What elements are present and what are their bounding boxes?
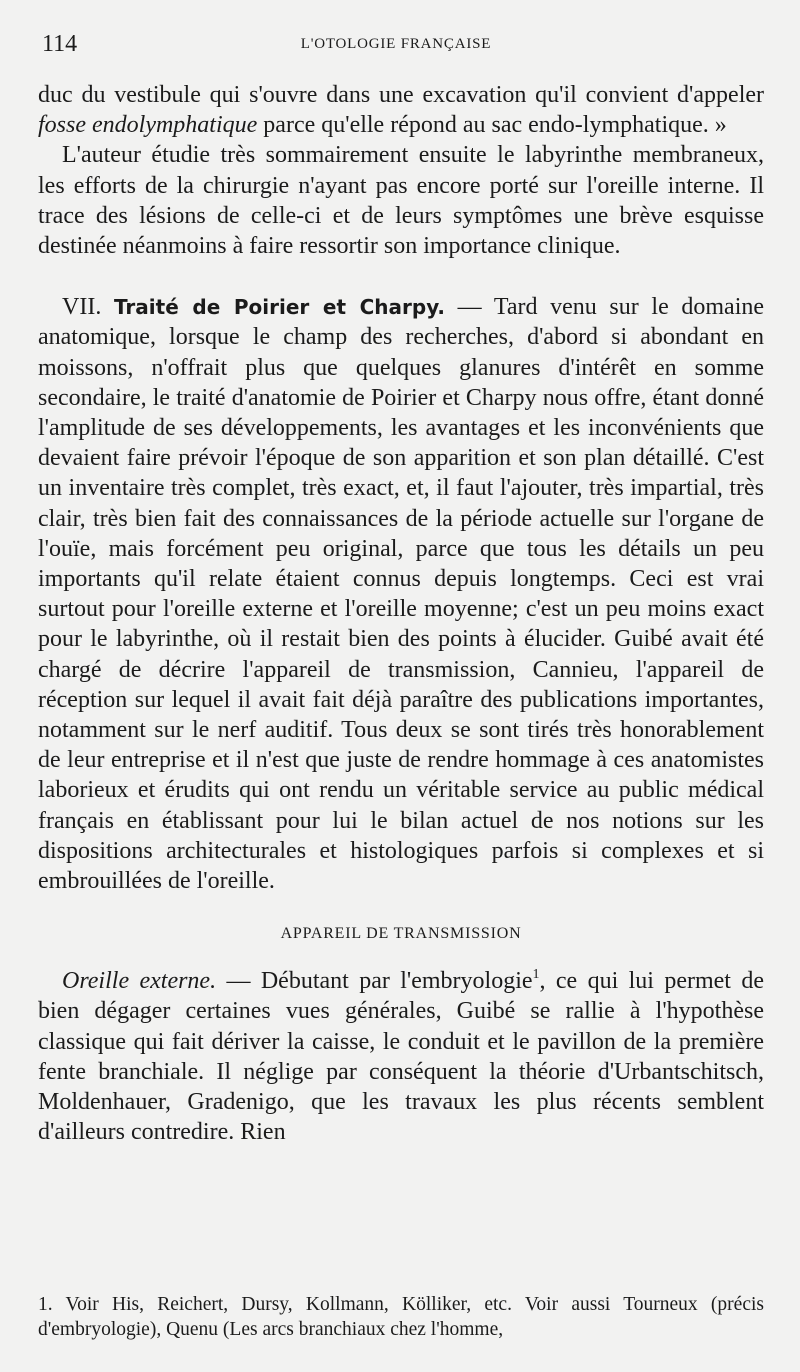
running-title: L'OTOLOGIE FRANÇAISE [300, 36, 492, 52]
section-title: Traité de Poirier et Charpy. [113, 295, 445, 320]
section-heading: APPAREIL DE TRANSMISSION [280, 925, 522, 943]
page-content [38, 80, 764, 1148]
paragraph-external-ear [38, 966, 764, 1147]
footnote-marker: 1 [532, 967, 540, 983]
paragraph-text: duc du vestibule qui s'ouvre dans une excavation qu'il convient d'appeler [38, 82, 764, 108]
page-header [32, 28, 760, 62]
paragraph-continuation [38, 80, 764, 140]
footnote: 1. Voir His, Reichert, Dursy, Kollmann, Kölliker, etc. Voir aussi Tourneux (précis d'embryologie), Quenu (Les arcs branchiaux chez l'homme, [38, 1294, 764, 1340]
paragraph-text: parce qu'elle répond au sac endo-lymphatique. » [257, 112, 727, 139]
paragraph-text: , ce qui lui permet de bien dégager certaines vues générales, Guibé se rallie à l'hypothèse classique qui fait dériver la caisse, le conduit et le pavillon de la première fente branchiale. Il néglige par conséquent la théorie d'Urbantschitsch, Moldenhauer, Gradenigo, que les travaux les plus récents semblent d'ailleurs contredire. Rien [38, 968, 764, 1146]
section-numeral: VII. [62, 294, 102, 321]
paragraph-labyrinth: L'auteur étudie très sommairement ensuite le labyrinthe membraneux, les efforts de la chirurgie n'ayant pas encore porté sur l'oreille interne. Il trace des lésions de celle-ci et de leurs symptômes une brève esquisse destinée néanmoins à faire ressortir son importance clinique. [38, 142, 764, 260]
paragraph-text: — Débutant par l'embryologie [216, 968, 533, 995]
italic-term: fosse endolymphatique [38, 112, 258, 139]
subsection-title: Oreille externe. [62, 968, 217, 995]
paragraph-poirier-charpy [38, 292, 764, 896]
paragraph-text: — Tard venu sur le domaine anatomique, lorsque le champ des recherches, d'abord si abondant en moissons, n'offrait plus que quelques glanures d'intérêt en somme secondaire, le traité d'anatomie de Poirier et Charpy nous offre, étant donné l'amplitude de ses développements, les avantages et les inconvénients que devaient faire prévoir l'époque de son apparition et son plan détaillé. C'est un inventaire très complet, très exact, et, il faut l'ajouter, très impartial, très clair, très bien fait des connaissances de la période actuelle sur l'organe de l'ouïe, mais forcément peu original, parce que tous les détails un peu importants qu'il relate étaient connus depuis longtemps. Ceci est vrai surtout pour l'oreille externe et l'oreille moyenne; c'est un peu moins exact pour le labyrinthe, où il restait bien des points à élucider. Guibé avait été chargé de décrire l'appareil de transmission, Cannieu, l'appareil de réception sur lequel il avait fait déjà paraître des publications importantes, notamment sur le nerf auditif. Tous deux se sont tirés très honorablement de leur entreprise et il n'est que juste de rendre hommage à ces anatomistes laborieux et érudits qui ont rendu un véritable service au public médical français en établissant pour lui le bilan actuel de nos notions sur les dispositions architecturales et histologiques parfois si complexes et si embrouillées de l'oreille. [38, 294, 765, 895]
page-number: 114 [42, 31, 78, 57]
